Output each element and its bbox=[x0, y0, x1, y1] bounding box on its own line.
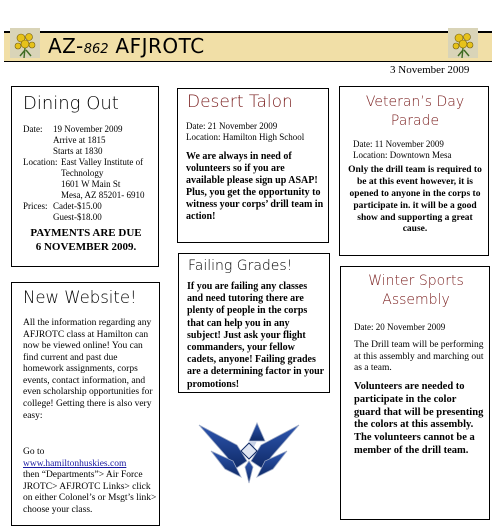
goto-text: Go to bbox=[23, 447, 45, 457]
payment-notice bbox=[12, 227, 159, 255]
dining-location-label: Location: bbox=[23, 157, 58, 167]
winter-sports-body: The Drill team will be performing at this assembly and marching out as a team. bbox=[354, 340, 484, 374]
event-date: Date: 21 November 2009 bbox=[186, 121, 278, 131]
dining-location-line: Technology bbox=[61, 168, 104, 178]
dining-starts: Starts at 1830 bbox=[53, 146, 103, 156]
air-force-wings-icon bbox=[197, 421, 301, 485]
veterans-day-body: Only the drill team is required to be at this event however, it is opened to anyone in the corps to participate in. it will be a good show and supporting a great cause. bbox=[348, 165, 482, 235]
flower-icon bbox=[10, 28, 40, 58]
heading-line: Winter Sports bbox=[368, 273, 464, 289]
desert-talon-box bbox=[177, 88, 329, 243]
veterans-day-box bbox=[339, 86, 489, 256]
dining-prices-label: Prices: bbox=[23, 201, 48, 211]
flower-icon bbox=[448, 28, 478, 58]
veterans-day-meta bbox=[353, 139, 451, 161]
heading-line: Parade bbox=[390, 112, 440, 129]
winter-sports-heading bbox=[341, 272, 490, 310]
winter-sports-box bbox=[340, 266, 490, 520]
desert-talon-heading: Desert Talon bbox=[187, 92, 293, 112]
dining-cadet-price: Cadet-$15.00 bbox=[53, 201, 102, 211]
desert-talon-body: We are always in need of volunteers so if you are available please sign up ASAP! Plus, you get the opportunity to witness your corps’ drill team in action! bbox=[186, 151, 324, 222]
dining-arrive: Arrive at 1815 bbox=[53, 135, 106, 145]
heading-line: Assembly bbox=[382, 291, 450, 308]
dining-location-line: East Valley Institute of bbox=[61, 157, 144, 167]
failing-grades-body: If you are failing any classes and need tutoring there are plenty of people in the corps that can help you in any subject! Just ask your flight commanders, your fellow cadets, anyone! Failing grades are a determining factor in your promotions! bbox=[187, 281, 324, 390]
dining-out-heading: Dining Out bbox=[23, 93, 119, 114]
newsletter-title: AZ-862 AFJROTC bbox=[48, 34, 205, 58]
new-website-heading: New Website! bbox=[23, 288, 137, 307]
issue-date: 3 November 2009 bbox=[390, 64, 470, 76]
school-website-link[interactable]: www.hamiltonhuskies.com bbox=[23, 458, 127, 469]
payment-line: PAYMENTS ARE DUE bbox=[30, 227, 142, 239]
failing-grades-box bbox=[178, 253, 330, 393]
payment-line: 6 NOVEMBER 2009. bbox=[35, 240, 137, 253]
event-location: Location: Hamilton High School bbox=[186, 131, 305, 142]
volunteer-notice: Volunteers are needed to participate in the color guard that will be presenting the colors at this assembly. The volunteers cannot be a member of the drill team. bbox=[354, 381, 484, 456]
veterans-day-heading bbox=[340, 93, 489, 131]
desert-talon-meta bbox=[186, 121, 304, 143]
dining-guest-price: Guest-$18.00 bbox=[53, 212, 102, 222]
dining-date-label: Date: bbox=[23, 124, 43, 134]
dining-location-line: Mesa, AZ 85201- 6910 bbox=[61, 190, 145, 200]
dining-out-box bbox=[11, 86, 159, 267]
new-website-box bbox=[11, 282, 160, 526]
dining-date: 19 November 2009 bbox=[53, 124, 123, 134]
new-website-body: All the information regarding any AFJROTC class at Hamilton can now be viewed online! You can find current and past due homework assignments, corps events, contact information, and even scholarship opportunities for college! Getting there is also very easy: bbox=[23, 318, 153, 421]
heading-line: Veteran’s Day bbox=[365, 94, 465, 110]
failing-grades-heading: Failing Grades! bbox=[188, 258, 293, 274]
website-directions bbox=[23, 447, 157, 516]
event-date: Date: 20 November 2009 bbox=[354, 322, 446, 332]
event-date: Date: 11 November 2009 bbox=[353, 139, 444, 149]
website-instructions: then “Departments”> Air Force JROTC> AFJROTC Links> click on either Colonel’s or Msgt’s link> choose your class. bbox=[23, 470, 157, 515]
event-location: Location: Downtown Mesa bbox=[353, 149, 452, 160]
dining-location-line: 1601 W Main St bbox=[61, 179, 121, 189]
